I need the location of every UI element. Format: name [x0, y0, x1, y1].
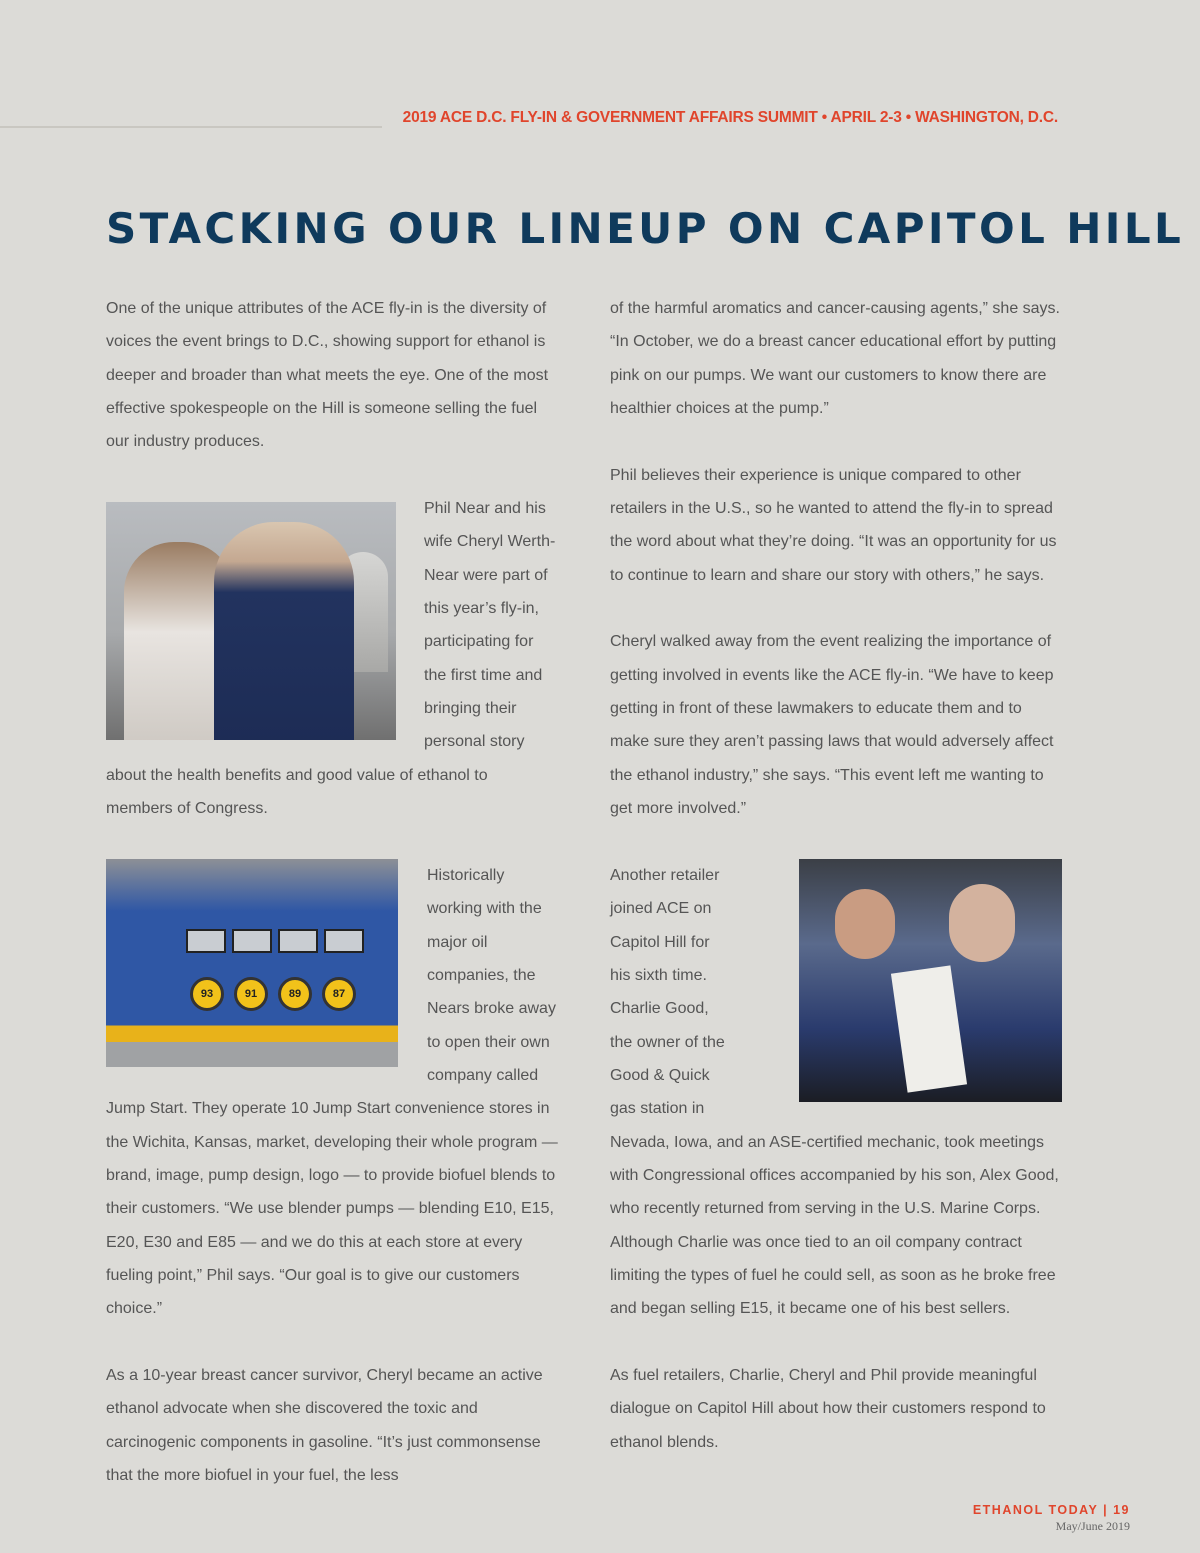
footer-issue-date: May/June 2019 — [1055, 1519, 1130, 1533]
paragraph-phil-experience: Phil believes their experience is unique compared to other retailers in the U.S., so he wanted to attend the fly-in to spread the word about what they’re doing. “It was an opportunity for us to continue to learn and share our story with others,” he says. — [610, 466, 1057, 584]
paragraph-conclusion: As fuel retailers, Charlie, Cheryl and Phil provide meaningful dialogue on Capitol Hill about how their customers respond to ethanol blends. — [610, 1367, 1046, 1451]
grade-button: 91 — [234, 977, 268, 1011]
grade-button: 89 — [278, 977, 312, 1011]
grade-button: 87 — [322, 977, 356, 1011]
photo-charlie-and-alex-good — [799, 859, 1062, 1102]
paragraph-charlie-good: Another retailer joined ACE on Capitol Hill for his sixth time. Charlie Good, the owner of the Good & Quick gas station in Nevada, Iowa, and an ASE-certified mechanic, took meetings with Congressional offices accompanied by his son, Alex Good, who recently returned from serving in the U.S. Marine Corps. Although Charlie was once tied to an oil company contract limiting the types of fuel he could sell, as soon as he broke free and began selling E15, it became one of his best sellers. — [610, 866, 1059, 1318]
right-column — [610, 292, 1062, 1492]
grade-button: 93 — [190, 977, 224, 1011]
footer-magazine-page: ETHANOL TODAY | 19 — [972, 1503, 1130, 1517]
paragraph-cheryl-event: Cheryl walked away from the event realizing the importance of getting involved in events like the ACE fly-in. “We have to keep getting in front of these lawmakers to educate them and to make sure they aren’t passing laws that would adversely affect the ethanol industry,” she says. “This event left me wanting to get more involved.” — [610, 633, 1054, 818]
article-title: STACKING OUR LINEUP ON CAPITOL HILL — [106, 204, 1185, 253]
young-man-figure — [835, 889, 895, 959]
pump-display — [278, 929, 318, 953]
pump-display — [324, 929, 364, 953]
paragraph-aromatics: of the harmful aromatics and cancer-causing agents,” she says. “In October, we do a breast cancer educational effort by putting pink on our pumps. We want our customers to know there are healthier choices at the pump.” — [610, 300, 1060, 418]
pump-display — [186, 929, 226, 953]
older-man-figure — [949, 884, 1015, 962]
document-shape — [891, 965, 967, 1092]
paragraph-cheryl-survivor: As a 10-year breast cancer survivor, Cheryl became an active ethanol advocate when she discovered the toxic and carcinogenic components in gasoline. “It’s just commonsense that the more biofuel in your fuel, the less — [106, 1367, 543, 1485]
paragraph-nears: Phil Near and his wife Cheryl Werth-Near were part of this year’s fly-in, participating for the first time and bringing their personal story about the health benefits and good value of ethanol to members of Congress. — [106, 500, 556, 818]
left-column — [106, 292, 558, 1526]
pump-display — [232, 929, 272, 953]
paragraph-jump-start: Historically working with the major oil companies, the Nears broke away to open their own company called Jump Start. They operate 10 Jump Start convenience stores in the Wichita, Kansas, market, developing their whole program — brand, image, pump design, logo — to provide biofuel blends to their customers. “We use blender pumps — blending E10, E15, E20, E30 and E85 — and we do this at each store at every fueling point,” Phil says. “Our goal is to give our customers choice.” — [106, 866, 558, 1318]
photo-phil-and-cheryl-near — [106, 502, 396, 740]
event-header: 2019 ACE D.C. FLY-IN & GOVERNMENT AFFAIRS SUMMIT • APRIL 2-3 • WASHINGTON, D.C. — [402, 109, 1058, 126]
paragraph-intro: One of the unique attributes of the ACE fly-in is the diversity of voices the event brings to D.C., showing support for ethanol is deeper and broader than what meets the eye. One of the most effective spokespeople on the Hill is someone selling the fuel our industry produces. — [106, 300, 549, 451]
header-rule — [0, 126, 382, 128]
man-figure — [214, 522, 354, 740]
photo-blender-pump — [106, 859, 398, 1067]
